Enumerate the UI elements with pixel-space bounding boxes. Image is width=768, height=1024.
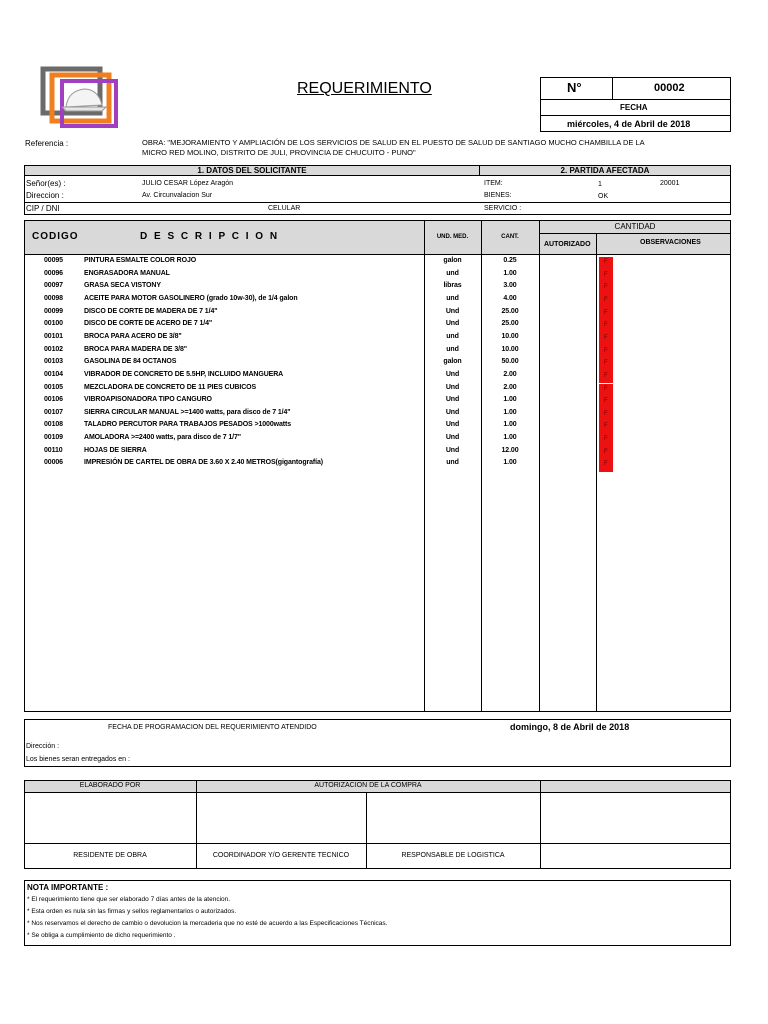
- table-cell-qty: 0.25: [503, 257, 517, 264]
- flag-text: F: [604, 322, 608, 329]
- table-row: [24, 333, 744, 346]
- table-cell-desc: SIERRA CIRCULAR MANUAL >=1400 watts, para disco de 7 1/4": [84, 408, 291, 416]
- table-row: [24, 384, 744, 397]
- programacion-label: FECHA DE PROGRAMACION DEL REQUERIMIENTO ATENDIDO: [108, 724, 317, 731]
- table-cell-desc: ACEITE PARA MOTOR GASOLINERO (grado 10w-30), de 1/4 galon: [84, 294, 298, 302]
- table-cell-code: 00006: [44, 459, 63, 467]
- table-cell-code: 00098: [44, 294, 63, 302]
- flag-cell: [599, 282, 613, 295]
- table-row: [24, 421, 744, 434]
- table-cell-unit: und: [446, 332, 459, 340]
- flag-text: F: [604, 360, 608, 367]
- table-cell-qty: 1.00: [503, 459, 517, 467]
- flag-text: F: [604, 448, 608, 455]
- table-cell-qty: 25.00: [501, 307, 519, 315]
- table-cell-desc: BROCA PARA MADERA DE 3/8": [84, 345, 187, 353]
- table-row: [24, 358, 744, 371]
- flag-cell: [599, 320, 613, 333]
- residente-label: RESIDENTE DE OBRA: [73, 852, 147, 859]
- table-cell-qty: 3.00: [503, 282, 517, 290]
- table-row: [24, 396, 744, 409]
- table-cell-unit: Und: [445, 307, 460, 315]
- solicitante-title: 1. DATOS DEL SOLICITANTE: [197, 166, 307, 175]
- table-cell-qty: 2.00: [503, 370, 517, 378]
- bienes-label: BIENES:: [484, 192, 512, 199]
- table-cell-unit: libras: [443, 282, 462, 290]
- flag-text: F: [604, 436, 608, 443]
- flag-text: F: [604, 385, 608, 392]
- table-cell-desc: HOJAS DE SIERRA: [84, 446, 147, 454]
- table-cell-desc: PINTURA ESMALTE COLOR ROJO: [84, 257, 197, 264]
- flag-text: F: [604, 284, 608, 291]
- table-cell-code: 00096: [44, 269, 63, 277]
- flag-cell: [599, 346, 613, 359]
- table-cell-desc: ENGRASADORA MANUAL: [84, 269, 170, 277]
- flag-text: F: [604, 372, 608, 379]
- date-value: miércoles, 4 de Abril de 2018: [567, 119, 691, 129]
- senor-value: JULIO CESAR López Aragón: [142, 180, 234, 187]
- flag-cell: [599, 384, 613, 397]
- table-row: [24, 257, 744, 270]
- table-row: [24, 320, 744, 333]
- table-row: [24, 308, 744, 321]
- table-cell-qty: 1.00: [503, 408, 517, 416]
- table-cell-unit: Und: [445, 370, 460, 378]
- table-cell-qty: 2.00: [503, 383, 517, 391]
- table-cell-code: 00103: [44, 358, 63, 366]
- table-row: [24, 346, 744, 359]
- table-cell-desc: VIBROAPISONADORA TIPO CANGURO: [84, 396, 212, 404]
- programacion-direccion: Dirección :: [26, 743, 60, 750]
- table-cell-qty: 1.00: [503, 421, 517, 429]
- flag-text: F: [604, 410, 608, 417]
- flag-text: F: [604, 423, 608, 430]
- table-cell-code: 00106: [44, 396, 63, 404]
- flag-text: F: [604, 309, 608, 316]
- table-cell-qty: 1.00: [503, 269, 517, 277]
- table-cell-qty: 1.00: [503, 396, 517, 404]
- table-row: [24, 282, 744, 295]
- table-cell-unit: und: [446, 345, 459, 353]
- table-cell-desc: DISCO DE CORTE DE ACERO DE 7 1/4": [84, 320, 213, 328]
- table-cell-unit: Und: [445, 446, 460, 454]
- senor-label: Señor(es) :: [26, 179, 66, 188]
- table-cell-unit: und: [446, 269, 459, 277]
- table-row: [24, 371, 744, 384]
- elaborado-por-label: ELABORADO POR: [79, 782, 141, 789]
- item-label: ITEM:: [484, 180, 503, 187]
- flag-text: F: [604, 296, 608, 303]
- table-cell-code: 00110: [44, 446, 63, 454]
- table-cell-qty: 12.00: [501, 446, 519, 454]
- table-cell-unit: galon: [443, 257, 462, 264]
- flag-text: F: [604, 259, 608, 265]
- responsable-label: RESPONSABLE DE LOGISTICA: [401, 852, 505, 859]
- programacion-entrega: Los bienes seran entregados en :: [26, 756, 130, 763]
- table-cell-desc: MEZCLADORA DE CONCRETO DE 11 PIES CUBICOS: [84, 383, 257, 391]
- cip-label: CIP / DNI: [26, 204, 60, 213]
- item-value: 1: [598, 181, 602, 188]
- table-cell-unit: Und: [445, 421, 460, 429]
- table-cell-code: 00102: [44, 345, 63, 353]
- reference-line-2: MICRO RED MOLINO, DISTRITO DE JULI, PROVINCIA DE CHUCUITO - PUNO": [142, 148, 416, 157]
- table-cell-code: 00107: [44, 408, 63, 416]
- col-observaciones: OBSERVACIONES: [640, 239, 701, 246]
- flag-cell: [599, 308, 613, 321]
- table-cell-code: 00105: [44, 383, 63, 391]
- table-cell-code: 00109: [44, 434, 63, 442]
- table-cell-qty: 10.00: [501, 332, 519, 340]
- date-label: FECHA: [620, 103, 648, 112]
- celular-label: CELULAR: [268, 205, 301, 212]
- table-row: [24, 447, 744, 460]
- flag-cell: [599, 270, 613, 283]
- table-cell-code: 00099: [44, 307, 63, 315]
- table-cell-desc: TALADRO PERCUTOR PARA TRABAJOS PESADOS >1000watts: [84, 421, 292, 429]
- table-cell-unit: Und: [445, 434, 460, 442]
- flag-text: F: [604, 398, 608, 405]
- table-cell-unit: Und: [445, 408, 460, 416]
- table-cell-unit: galon: [443, 358, 462, 366]
- table-row: [24, 295, 744, 308]
- flag-cell: [599, 371, 613, 384]
- company-logo: [40, 65, 120, 129]
- table-cell-qty: 10.00: [501, 345, 519, 353]
- col-cant: CANT.: [501, 234, 519, 240]
- autorizacion-label: AUTORIZACION DE LA COMPRA: [314, 782, 422, 789]
- table-cell-code: 00097: [44, 282, 63, 290]
- direccion-label: Direccion :: [26, 191, 64, 200]
- flag-cell: [599, 358, 613, 371]
- programacion-date: domingo, 8 de Abril de 2018: [510, 722, 630, 732]
- items-rows: [24, 257, 731, 477]
- col-codigo: CODIGO: [32, 231, 79, 242]
- table-cell-unit: Und: [445, 383, 460, 391]
- reference-label: Referencia :: [25, 139, 69, 148]
- coordinador-label: COORDINADOR Y/O GERENTE TECNICO: [212, 852, 350, 859]
- bienes-value: OK: [598, 193, 609, 200]
- flag-cell: [599, 257, 613, 270]
- table-cell-desc: BROCA PARA ACERO DE 3/8": [84, 332, 182, 340]
- table-row: [24, 434, 744, 447]
- table-cell-code: 00100: [44, 320, 63, 328]
- reference-line-1: OBRA: "MEJORAMIENTO Y AMPLIACIÓN DE LOS SERVICIOS DE SALUD EN EL PUESTO DE SALUD DE SANTIAGO MUCHO CHAMBILLA DE LA: [142, 138, 645, 147]
- col-descripcion: D E S C R I P C I O N: [140, 231, 280, 242]
- table-cell-unit: Und: [445, 396, 460, 404]
- table-cell-qty: 1.00: [503, 434, 517, 442]
- flag-text: F: [604, 461, 608, 468]
- table-cell-code: 00108: [44, 421, 63, 429]
- notes-title: NOTA IMPORTANTE :: [27, 883, 109, 892]
- flag-text: F: [604, 347, 608, 354]
- table-row: [24, 459, 744, 472]
- table-cell-code: 00104: [44, 370, 63, 378]
- table-cell-unit: Und: [445, 320, 460, 328]
- number-value: 00002: [654, 82, 685, 94]
- table-cell-desc: GASOLINA DE 84 OCTANOS: [84, 358, 177, 366]
- flag-cell: [599, 295, 613, 308]
- table-row: [24, 409, 744, 422]
- note-item: * El requerimiento tiene que ser elaborado 7 días antes de la atencion.: [27, 896, 231, 903]
- item-code: 20001: [660, 180, 680, 187]
- servicio-label: SERVICIO :: [484, 205, 522, 212]
- table-row: [24, 270, 744, 283]
- table-cell-desc: DISCO DE CORTE DE MADERA DE 7 1/4": [84, 307, 218, 315]
- flag-cell: [599, 447, 613, 460]
- flag-cell: [599, 396, 613, 409]
- table-cell-code: 00101: [44, 332, 63, 340]
- number-label: N°: [567, 80, 582, 95]
- flag-cell: [599, 434, 613, 447]
- table-cell-code: 00095: [44, 257, 63, 264]
- direccion-value: Av. Circunvalacion Sur: [142, 192, 213, 199]
- col-autorizado: AUTORIZADO: [544, 241, 591, 248]
- flag-text: F: [604, 334, 608, 341]
- flag-cell: [599, 421, 613, 434]
- table-cell-unit: und: [446, 459, 459, 467]
- table-cell-unit: und: [446, 294, 459, 302]
- col-unidad: UND. MED.: [436, 234, 469, 240]
- note-item: * Nos reservamos el derecho de cambio o devolucion la mercaderia que no esté de acuerdo a las Especificaciones Técnicas.: [27, 920, 388, 927]
- note-item: * Esta orden es nula sin las firmas y sellos reglamentarios o autorizados.: [27, 908, 237, 915]
- flag-cell: [599, 333, 613, 346]
- partida-title: 2. PARTIDA AFECTADA: [560, 166, 650, 175]
- table-cell-desc: GRASA SECA VISTONY: [84, 282, 161, 290]
- page-title: REQUERIMIENTO: [297, 80, 432, 97]
- table-cell-qty: 25.00: [501, 320, 519, 328]
- table-cell-desc: AMOLADORA >=2400 watts, para disco de 7 1/7": [84, 434, 241, 442]
- flag-cell: [599, 459, 613, 472]
- note-item: * Se obliga a cumplimiento de dicho requerimiento .: [27, 932, 176, 939]
- col-cantidad: CANTIDAD: [614, 222, 656, 231]
- table-cell-desc: IMPRESIÓN DE CARTEL DE OBRA DE 3.60 X 2.40 METROS(gigantografía): [84, 459, 324, 467]
- flag-text: F: [604, 271, 608, 278]
- table-cell-desc: VIBRADOR DE CONCRETO DE 5.5HP, INCLUIDO MANGUERA: [84, 370, 284, 378]
- flag-cell: [599, 409, 613, 422]
- table-cell-qty: 50.00: [501, 358, 519, 366]
- table-cell-qty: 4.00: [503, 294, 517, 302]
